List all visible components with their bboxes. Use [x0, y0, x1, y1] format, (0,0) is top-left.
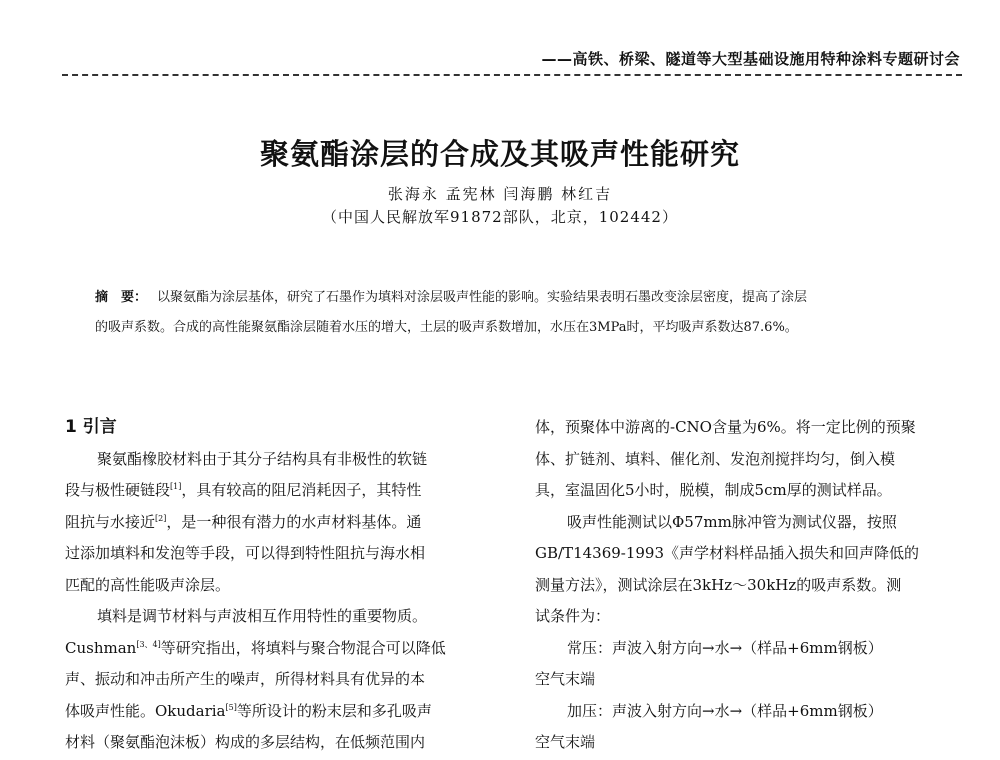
body-text: ，是一种很有潜力的水声材料基体。通	[166, 512, 422, 531]
body-line	[65, 633, 485, 665]
paper-title: 聚氨酯涂层的合成及其吸声性能研究	[259, 137, 740, 171]
body-line	[65, 507, 485, 539]
body-line: 聚氨酯橡胶材料由于其分子结构具有非极性的软链	[97, 449, 428, 468]
body-line: 具，室温固化5小时，脱模，制成5cm厚的测试样品。	[535, 481, 892, 499]
abstract-line: 的吸声系数。合成的高性能聚氨酯涂层随着水压的增大，土层的吸声系数增加，水压在3MPa时，平均吸声系数达87.6%。	[95, 320, 798, 335]
abstract-label: 摘 要：	[95, 290, 148, 305]
body-line	[65, 475, 485, 507]
body-text: Cushman	[65, 638, 137, 657]
body-line: 空气末端	[535, 670, 596, 688]
citation-ref: [5]	[225, 702, 237, 712]
abstract	[95, 283, 925, 343]
citation-ref: [3、4]	[136, 639, 161, 649]
body-text: 阻抗与水接近	[65, 512, 156, 531]
body-line: 声、振动和冲击所产生的噪声，所得材料具有优异的本	[65, 670, 426, 688]
citation-ref: [1]	[170, 482, 182, 491]
body-line: 体，预聚体中游离的-CNO含量为6%。将一定比例的预聚	[535, 418, 916, 436]
body-text: 等所设计的粉末层和多孔吸声	[236, 701, 432, 720]
body-text: ，具有较高的阻尼消耗因子，其特性	[181, 481, 422, 499]
right-column	[535, 412, 955, 759]
body-line: 常压：声波入射方向→水→（样品+6mm钢板）	[567, 638, 883, 657]
paper-authors: 张海永 孟宪林 闫海鹏 林红吉	[387, 185, 613, 203]
body-line: 体、扩链剂、填料、催化剂、发泡剂搅拌均匀，倒入模	[535, 449, 896, 468]
left-column	[65, 412, 485, 759]
abstract-text: 以聚氨酯为涂层基体，研究了石墨作为填料对涂层吸声性能的影响。实验结果表明石墨改变涂层密度，提高了涂层	[157, 290, 808, 305]
body-line	[65, 696, 485, 728]
body-text: 段与极性硬链段	[65, 481, 171, 499]
body-line: 吸声性能测试以Φ57mm脉冲管为测试仪器，按照	[567, 512, 897, 531]
abstract-line	[95, 283, 925, 313]
section-heading-introduction: 1 引言	[65, 417, 117, 437]
citation-ref: [2]	[155, 513, 167, 523]
body-text: 等研究指出，将填料与聚合物混合可以降低	[160, 638, 446, 657]
body-line: 匹配的高性能吸声涂层。	[65, 575, 231, 594]
running-header: ——高铁、桥梁、隧道等大型基础设施用特种涂料专题研讨会	[541, 50, 960, 68]
header-divider	[62, 74, 962, 76]
paper-affiliation: （中国人民解放军91872部队，北京，102442）	[322, 208, 678, 226]
body-line: GB/T14369-1993《声学材料样品插入损失和回声降低的	[535, 544, 920, 562]
body-text: 体吸声性能。Okudaria	[65, 701, 226, 720]
body-line: 过添加填料和发泡等手段，可以得到特性阻抗与海水相	[65, 544, 426, 562]
body-line: 测量方法》，测试涂层在3kHz～30kHz的吸声系数。测	[535, 575, 902, 594]
body-line: 加压：声波入射方向→水→（样品+6mm钢板）	[567, 701, 883, 720]
body-line: 材料（聚氨酯泡沫板）构成的多层结构，在低频范围内	[65, 733, 426, 751]
body-line: 空气末端	[535, 733, 596, 751]
body-line: 试条件为：	[535, 607, 611, 625]
body-line: 填料是调节材料与声波相互作用特性的重要物质。	[97, 607, 428, 625]
